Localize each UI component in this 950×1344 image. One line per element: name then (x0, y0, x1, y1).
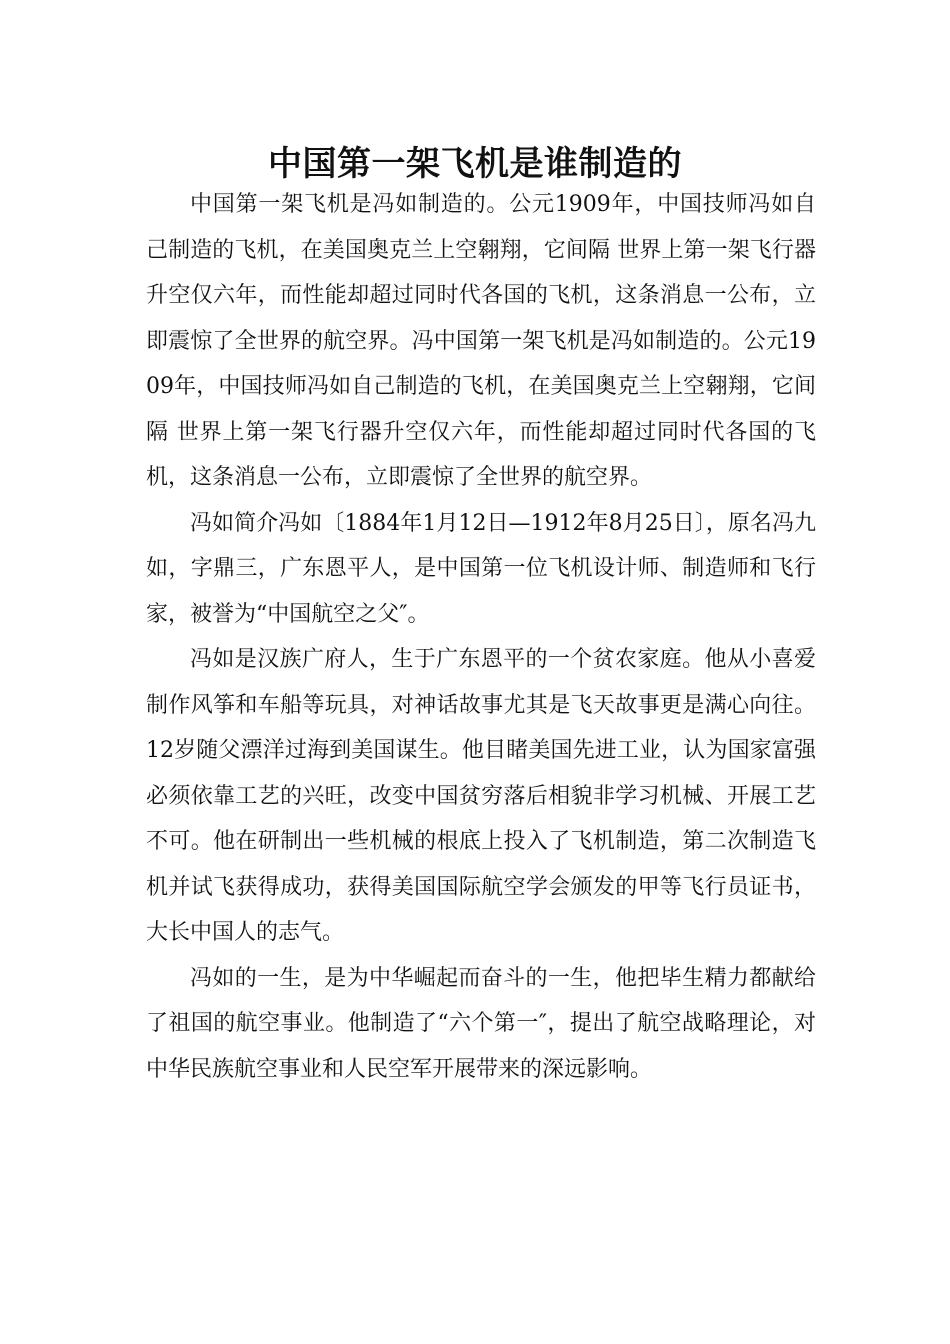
paragraph-1: 中国第一架飞机是冯如制造的。公元1909年，中国技师冯如自己制造的飞机，在美国奥克兰上空翱翔，它间隔 世界上第一架飞行器升空仅六年，而性能却超过同时代各国的飞机，这条消息一公布，立即震惊了全世界的航空界。冯中国第一架飞机是冯如制造的。公元1909年，中国技师冯如自己制造的飞机，在美国奥克兰上空翱翔，它间隔 世界上第一架飞行器升空仅六年，而性能却超过同时代各国的飞机，这条消息一公布，立即震惊了全世界的航空界。 (146, 192, 816, 490)
paragraph-3: 冯如是汉族广府人，生于广东恩平的一个贫农家庭。他从小喜爱制作风筝和车船等玩具，对神话故事尤其是飞天故事更是满心向往。12岁随父漂洋过海到美国谋生。他目睹美国先进工业，认为国家富强必须依靠工艺的兴旺，改变中国贫穷落后相貌非学习机械、开展工艺不可。他在研制出一些机械的根底上投入了飞机制造，第二次制造飞机并试飞获得成功，获得美国国际航空学会颁发的甲等飞行员证书，大长中国人的志气。 (146, 647, 816, 945)
paragraph-2: 冯如简介冯如〔1884年1月12日—1912年8月25日〕，原名冯九如，字鼎三，广东恩平人，是中国第一位飞机设计师、制造师和飞行家，被誉为“中国航空之父″。 (146, 510, 816, 627)
paragraph-4: 冯如的一生，是为中华崛起而奋斗的一生，他把毕生精力都献给了祖国的航空事业。他制造了“六个第一″，提出了航空战略理论，对中华民族航空事业和人民空军开展带来的深远影响。 (146, 965, 816, 1082)
document-title: 中国第一架飞机是谁制造的 (268, 143, 682, 184)
document-body (146, 182, 816, 1092)
